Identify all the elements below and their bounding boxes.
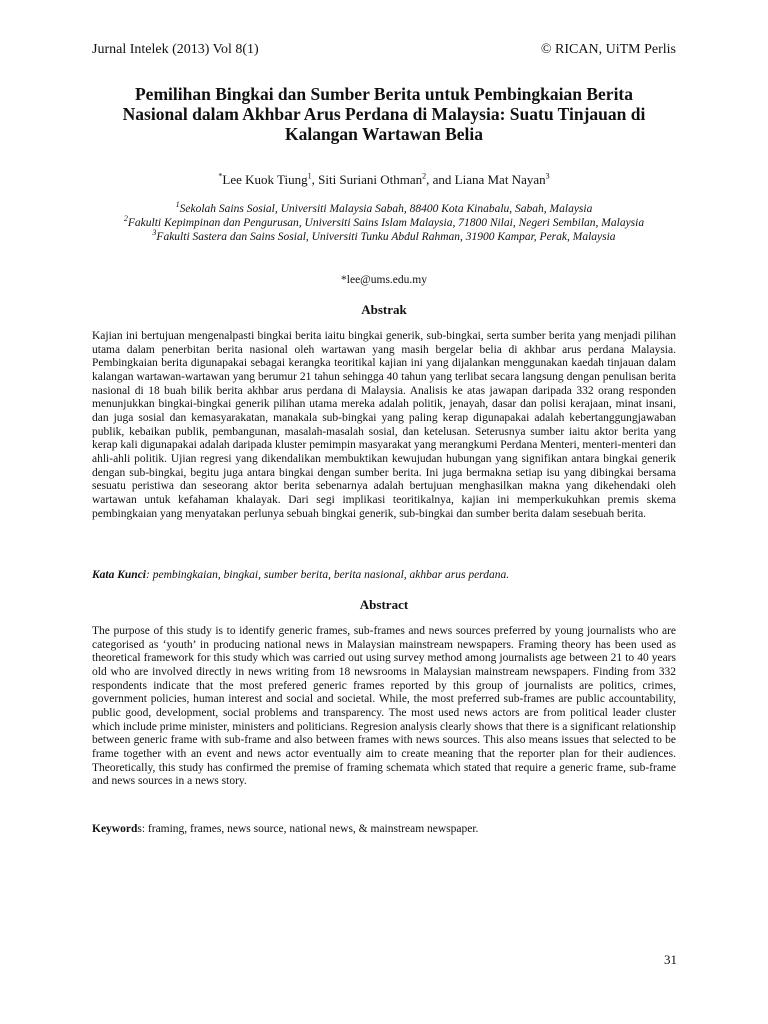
abstract-heading: Abstract — [359, 597, 409, 612]
kata-kunci-text: : pembingkaian, bingkai, sumber berita, berita nasional, akhbar arus perdana. — [146, 569, 510, 581]
journal-citation: Jurnal Intelek (2013) Vol 8(1) — [92, 42, 259, 57]
author-separator: , and — [426, 172, 455, 187]
kata-kunci-label: Kata Kunci — [92, 569, 147, 581]
author-name: Siti Suriani Othman — [318, 172, 423, 187]
corresponding-email: *lee@ums.edu.my — [341, 274, 427, 286]
author-separator: , — [311, 172, 319, 187]
abstract-body: The purpose of this study is to identify generic frames, sub-frames and news sources preferred by young journalists who are categorised as ‘youth’ in producing national news in Malaysian mainstream newspapers. Framing theory has been used as theoretical framework for this study which was carried out using survey method among journalists age between 21 to 40 years old who are involved directly in news writing from 18 newsrooms in Malaysian mainstream newspapers. Finding from 332 respondents indicate that the most prefered generic frames reported by this group of journalists are politics, crimes, government policies, human interest and social and societal. While, the most preferred sub-frames are public accountability, public good, development, social problems and transparency. The most used news actors are from political leader cluster which include prime minister, ministers and politicians. Regresion analysis clearly shows that there is a significant relationship between generic frame with sub-frame and also between frames with news sources. This also means issues that selected to be frame together with an event and news actor eventually aim to create meaning that the reporter plan for their audiences. Theoretically, this study has confirmed the premise of framing schemata which stated that require a generic frame, sub-frame and news sources in a news story. — [92, 625, 676, 788]
page-number: 31 — [664, 952, 677, 967]
author-affil-sup: 3 — [545, 171, 550, 181]
affiliation-1 — [92, 202, 676, 216]
affiliations — [92, 202, 676, 244]
running-header — [92, 42, 676, 58]
abstrak-body: Kajian ini bertujuan mengenalpasti bingkai berita iaitu bingkai generik, sub-bingkai, serta sumber berita yang menjadi pilihan utama dalam penerbitan berita nasional oleh wartawan yang masih bergelar belia di akhbar arus perdana Malaysia. Pembingkaian berita digunapakai sebagai kerangka teoritikal kajian ini yang dijalankan menggunakan kaedah tinjauan dalam kalangan wartawan-wartawan yang berumur 21 tahun sehingga 40 tahun yang terlibat secara langsung dengan penulisan berita nasional di 18 buah bilik berita akhbar arus perdana di Malaysia. Analisis ke atas jawapan daripada 332 orang responden menunjukkan bingkai-bingkai generik pilihan utama mereka adalah politik, jenayah, dasar dan polisi kerajaan, minat insani, dan juga sosial dan kemasyarakatan, manakala sub-bingkai yang paling kerap digunapakai adalah kebertanggungjawaban publik, kebaikan publik, pembangunan, masalah-masalah sosial, dan ketelusan. Seterusnya sumber iaitu aktor berita yang kerap kali digunapakai adalah daripada kluster pemimpin masyarakat yang merangkumi Perdana Menteri, menteri-menteri dan ahli-ahli politik. Ujian regresi yang dikendalikan membuktikan kewujudan hubungan yang signifikan antara bingkai generik dengan sub-bingkai, begitu juga antara bingkai dengan sumber berita. Ini juga bermakna setiap isu yang dibingkai bersama sesuatu peristiwa dan seseorang aktor berita sebenarnya adalah bertujuan menghasilkan makna yang dikehendaki oleh wartawan untuk kefahaman khalayak. Dari segi implikasi teoritikalnya, kajian ini memperkukuhkan premis skema pembingkaian yang menyatakan perlunya sebuah bingkai generik, sub-bingkai dan sumber berita dalam sesebuah berita. — [92, 330, 676, 520]
affil-text: Sekolah Sains Sosial, Universiti Malaysia Sabah, 88400 Kota Kinabalu, Sabah, Malaysia — [179, 203, 593, 215]
affil-sup: 1 — [175, 200, 180, 210]
corresponding-mark: * — [218, 171, 223, 181]
affiliation-3 — [92, 230, 676, 244]
author-affil-sup: 1 — [307, 171, 312, 181]
author-name: Lee Kuok Tiung — [222, 172, 308, 187]
keywords-text: s: framing, frames, news source, national news, & mainstream newspaper. — [137, 823, 479, 835]
affil-text: Fakulti Sastera dan Sains Sosial, Universiti Tunku Abdul Rahman, 31900 Kampar, Perak, Malaysia — [156, 231, 616, 243]
affiliation-2 — [92, 216, 676, 230]
affil-sup: 3 — [152, 228, 157, 238]
author-name: Liana Mat Nayan — [454, 172, 546, 187]
keywords-line — [92, 822, 676, 836]
author-affil-sup: 2 — [422, 171, 427, 181]
paper-title: Pemilihan Bingkai dan Sumber Berita untuk Pembingkaian Berita Nasional dalam Akhbar Arus Perdana di Malaysia: Suatu Tinjauan di Kalangan Wartawan Belia — [122, 84, 646, 144]
author-list — [92, 172, 676, 188]
abstrak-heading: Abstrak — [361, 302, 407, 317]
affil-text: Fakulti Kepimpinan dan Pengurusan, Universiti Sains Islam Malaysia, 71800 Nilai, Negeri Sembilan, Malaysia — [127, 217, 645, 229]
affil-sup: 2 — [123, 214, 128, 224]
keywords-label: Keyword — [92, 823, 138, 835]
publisher-copyright: © RICAN, UiTM Perlis — [540, 42, 676, 57]
kata-kunci-line — [92, 568, 676, 582]
